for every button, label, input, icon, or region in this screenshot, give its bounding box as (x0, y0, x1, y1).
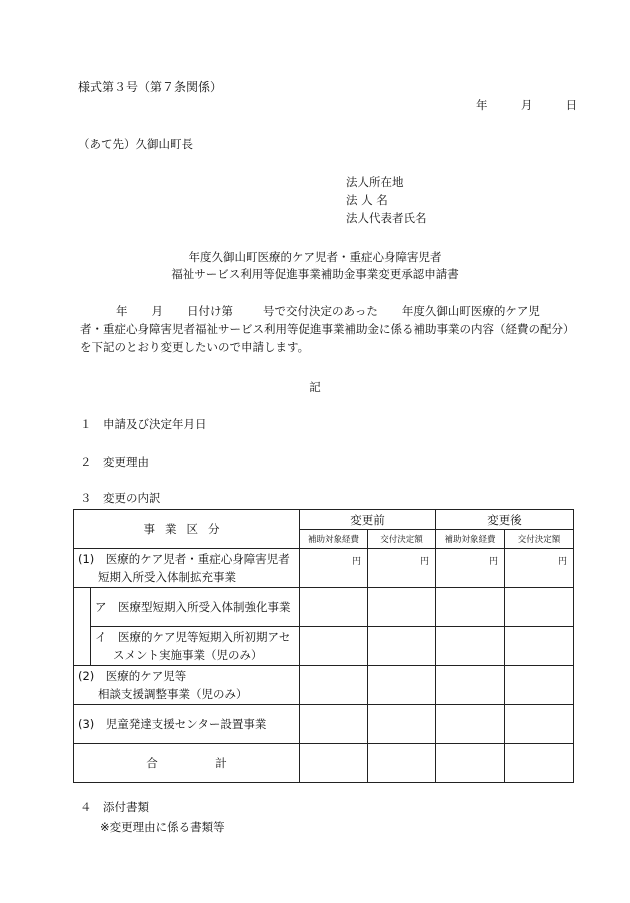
row-1-before-decision: 円 (368, 549, 436, 588)
form-number: 様式第３号（第７条関係） (78, 80, 223, 94)
row-1-label (74, 549, 300, 588)
total-after-expense (436, 744, 505, 783)
row-a-after-expense (436, 588, 505, 627)
table-row (74, 627, 574, 666)
table-row (74, 666, 574, 705)
body-year: 年 (116, 304, 128, 318)
ki-heading: 記 (309, 380, 321, 394)
header-category: 事業区分 (74, 510, 300, 549)
row-2-before-expense (300, 666, 368, 705)
header-after-expense: 補助対象経費 (436, 530, 505, 549)
row-2-line2: 相談支援調整事業（児のみ） (98, 687, 248, 701)
row-2-before-decision (368, 666, 436, 705)
date-month: 月 (520, 98, 533, 112)
row-1-after-expense: 円 (436, 549, 505, 588)
row-i-before-expense (300, 627, 368, 666)
section-4-note: ※変更理由に係る書類等 (100, 820, 225, 834)
date-year: 年 (476, 98, 488, 112)
row-i-after-expense (436, 627, 505, 666)
body-line1 (80, 306, 540, 318)
document-title-line2: 福祉サービス利用等促進事業補助金事業変更承認申請書 (171, 267, 459, 281)
table-row (74, 705, 574, 744)
total-label: 合 計 (74, 744, 300, 783)
body-decision: 号で交付決定のあった (263, 304, 378, 318)
header-before-expense: 補助対象経費 (300, 530, 368, 549)
applicant-representative-label: 法人代表者氏名 (346, 211, 427, 225)
indent-spacer (74, 588, 91, 627)
row-i-line2: スメント実施事業（児のみ） (113, 648, 263, 662)
row-a-before-expense (300, 588, 368, 627)
body-dated-no: 日付け第 (187, 304, 233, 318)
breakdown-table (73, 509, 574, 783)
body-line3: を下記のとおり変更したいので申請します。 (80, 340, 310, 354)
body-fiscal: 年度久御山町医療的ケア児 (401, 304, 540, 318)
date-day: 日 (565, 98, 578, 112)
section-4: ４ 添付書類 (80, 800, 149, 814)
addressee: （あて先）久御山町長 (78, 137, 193, 151)
applicant-name-label: 法 人 名 (346, 193, 388, 207)
document-title-line1: 年度久御山町医療的ケア児者・重症心身障害児者 (188, 250, 442, 264)
section-2: ２ 変更理由 (80, 455, 149, 469)
row-1-line1: (1) 医療的ケア児者・重症心身障害児者 (78, 552, 290, 566)
row-i-label (91, 627, 300, 666)
header-before-decision: 交付決定額 (368, 530, 436, 549)
row-2-line1: (2) 医療的ケア児等 (78, 669, 187, 683)
row-3-before-decision (368, 705, 436, 744)
row-i-before-decision (368, 627, 436, 666)
row-i-after-decision (505, 627, 574, 666)
total-before-expense (300, 744, 368, 783)
row-3-after-expense (436, 705, 505, 744)
header-before: 変更前 (300, 510, 436, 530)
section-1: １ 申請及び決定年月日 (80, 417, 207, 431)
date-line (476, 100, 577, 112)
indent-spacer (74, 627, 91, 666)
applicant-address-label: 法人所在地 (346, 175, 404, 189)
row-1-after-decision: 円 (505, 549, 574, 588)
row-a-before-decision (368, 588, 436, 627)
row-a-after-decision (505, 588, 574, 627)
row-3-label (74, 705, 300, 744)
total-before-decision (368, 744, 436, 783)
row-2-after-expense (436, 666, 505, 705)
table-row (74, 744, 574, 783)
table-row (74, 549, 574, 588)
total-after-decision (505, 744, 574, 783)
row-3-after-decision (505, 705, 574, 744)
row-a-line1: ア 医療型短期入所受入体制強化事業 (95, 600, 291, 614)
header-after: 変更後 (436, 510, 574, 530)
row-3-before-expense (300, 705, 368, 744)
row-2-after-decision (505, 666, 574, 705)
row-1-before-expense: 円 (300, 549, 368, 588)
row-a-label (91, 588, 300, 627)
row-1-line2: 短期入所受入体制拡充事業 (98, 570, 236, 584)
section-3: ３ 変更の内訳 (80, 491, 161, 505)
row-3-line1: (3) 児童発達支援センター設置事業 (78, 717, 267, 731)
body-month: 月 (151, 304, 163, 318)
body-line2: 者・重症心身障害児者福祉サービス利用等促進事業補助金に係る補助事業の内容（経費の配分） (80, 322, 575, 336)
row-2-label (74, 666, 300, 705)
row-i-line1: イ 医療的ケア児等短期入所初期アセ (95, 630, 291, 644)
header-after-decision: 交付決定額 (505, 530, 574, 549)
table-row (74, 588, 574, 627)
